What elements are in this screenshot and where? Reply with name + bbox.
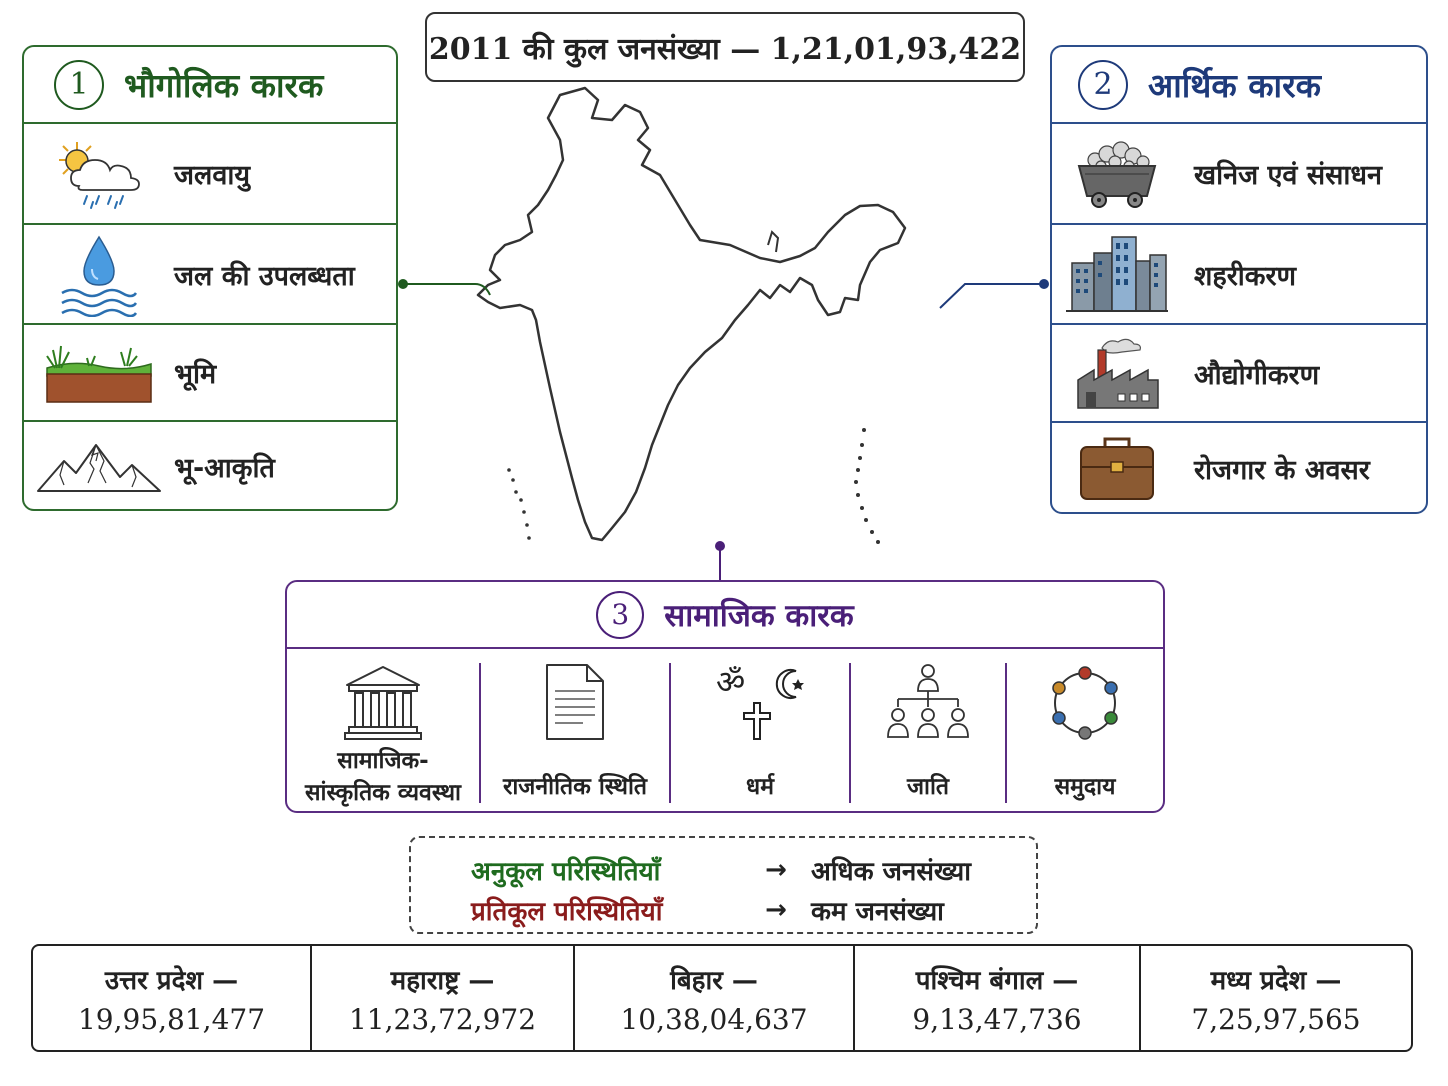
- state-population: 9,13,47,736: [912, 1002, 1082, 1036]
- social-item-label: जाति: [906, 773, 950, 800]
- factory-icon: [1052, 334, 1182, 412]
- geographic-item-label: जलवायु: [174, 160, 251, 191]
- state-population: 7,25,97,565: [1191, 1002, 1361, 1036]
- economic-item-label: औद्योगीकरण: [1194, 359, 1320, 391]
- economic-header: [1052, 47, 1426, 124]
- state-name: पश्चिम बंगाल —: [915, 965, 1079, 996]
- state-name: उत्तर प्रदेश —: [104, 965, 239, 996]
- state-cell: [33, 946, 312, 1050]
- economic-item-industrialization: [1052, 325, 1426, 423]
- city-icon: [1052, 233, 1182, 315]
- geographic-item-label: भूमि: [174, 359, 217, 390]
- social-item-label-line2: सांस्कृतिक व्यवस्था: [305, 780, 461, 807]
- social-item-label-line1: सामाजिक-: [337, 748, 429, 774]
- social-item-label: धर्म: [746, 773, 774, 800]
- economic-item-minerals: [1052, 124, 1426, 225]
- economic-item-label: खनिज एवं संसाधन: [1194, 160, 1382, 191]
- total-population-title: 2011 की कुल जनसंख्या — 1,21,01,93,422: [425, 12, 1025, 82]
- social-factors-panel: [285, 580, 1165, 813]
- geographic-item-landform: [24, 422, 396, 511]
- economic-item-label: रोजगार के अवसर: [1194, 454, 1370, 486]
- economic-item-employment: [1052, 423, 1426, 513]
- community-icon: [1045, 663, 1125, 747]
- social-item-label: राजनीतिक स्थिति: [502, 773, 648, 800]
- favorable-label: अनुकूल परिस्थितियाँ: [471, 857, 661, 887]
- geographic-number: 1: [54, 60, 104, 110]
- state-cell: [312, 946, 575, 1050]
- state-population: 11,23,72,972: [348, 1002, 537, 1036]
- geographic-item-land: [24, 325, 396, 422]
- economic-item-urbanization: [1052, 225, 1426, 325]
- mine-cart-icon: [1052, 136, 1182, 212]
- institution-icon: [343, 663, 423, 745]
- social-item-label: समुदाय: [1054, 773, 1116, 800]
- social-item-religion: [671, 663, 851, 803]
- conditions-box: [409, 836, 1038, 934]
- briefcase-icon: [1052, 433, 1182, 503]
- state-population: 10,38,04,637: [620, 1002, 808, 1036]
- geographic-item-climate: [24, 124, 396, 225]
- unfavorable-row: [471, 890, 1036, 930]
- social-item-sociocultural: [287, 663, 481, 807]
- geographic-item-label: जल की उपलब्धता: [174, 260, 355, 292]
- economic-title: आर्थिक कारक: [1148, 66, 1321, 105]
- water-drop-icon: [24, 231, 174, 317]
- state-name: मध्य प्रदेश —: [1210, 965, 1342, 996]
- document-icon: [543, 663, 607, 745]
- social-item-label: [305, 745, 461, 809]
- land-icon: [24, 340, 174, 406]
- favorable-result: अधिक जनसंख्या: [811, 857, 971, 887]
- mountain-icon: [24, 439, 174, 495]
- geographic-item-water: [24, 225, 396, 325]
- state-population: 19,95,81,477: [77, 1002, 266, 1036]
- hierarchy-icon: [884, 663, 972, 747]
- social-items: [287, 649, 1163, 811]
- social-item-political: [481, 663, 671, 803]
- social-header: [287, 582, 1163, 649]
- arrow-icon: →: [765, 895, 787, 925]
- state-cell: [575, 946, 855, 1050]
- geographic-factors-panel: [22, 45, 398, 511]
- social-number: 3: [596, 591, 644, 639]
- economic-number: 2: [1078, 60, 1128, 110]
- economic-item-label: शहरीकरण: [1194, 260, 1297, 292]
- favorable-row: [471, 850, 1036, 890]
- states-population-table: [31, 944, 1413, 1052]
- weather-icon: [24, 134, 174, 214]
- social-item-community: [1007, 663, 1163, 803]
- geographic-title: भौगोलिक कारक: [124, 66, 324, 105]
- state-cell: [855, 946, 1141, 1050]
- state-name: बिहार —: [670, 965, 758, 996]
- religion-icon: [710, 663, 810, 745]
- economic-factors-panel: [1050, 45, 1428, 514]
- state-cell: [1141, 946, 1411, 1050]
- social-item-caste: [851, 663, 1007, 803]
- geographic-item-label: भू-आकृति: [174, 453, 275, 484]
- state-name: महाराष्ट्र —: [390, 965, 495, 996]
- unfavorable-result: कम जनसंख्या: [811, 897, 944, 927]
- geographic-header: [24, 47, 396, 124]
- svg-text:ॐ: ॐ: [716, 663, 746, 701]
- arrow-icon: →: [765, 855, 787, 885]
- social-title: सामाजिक कारक: [664, 597, 854, 634]
- unfavorable-label: प्रतिकूल परिस्थितियाँ: [471, 897, 663, 927]
